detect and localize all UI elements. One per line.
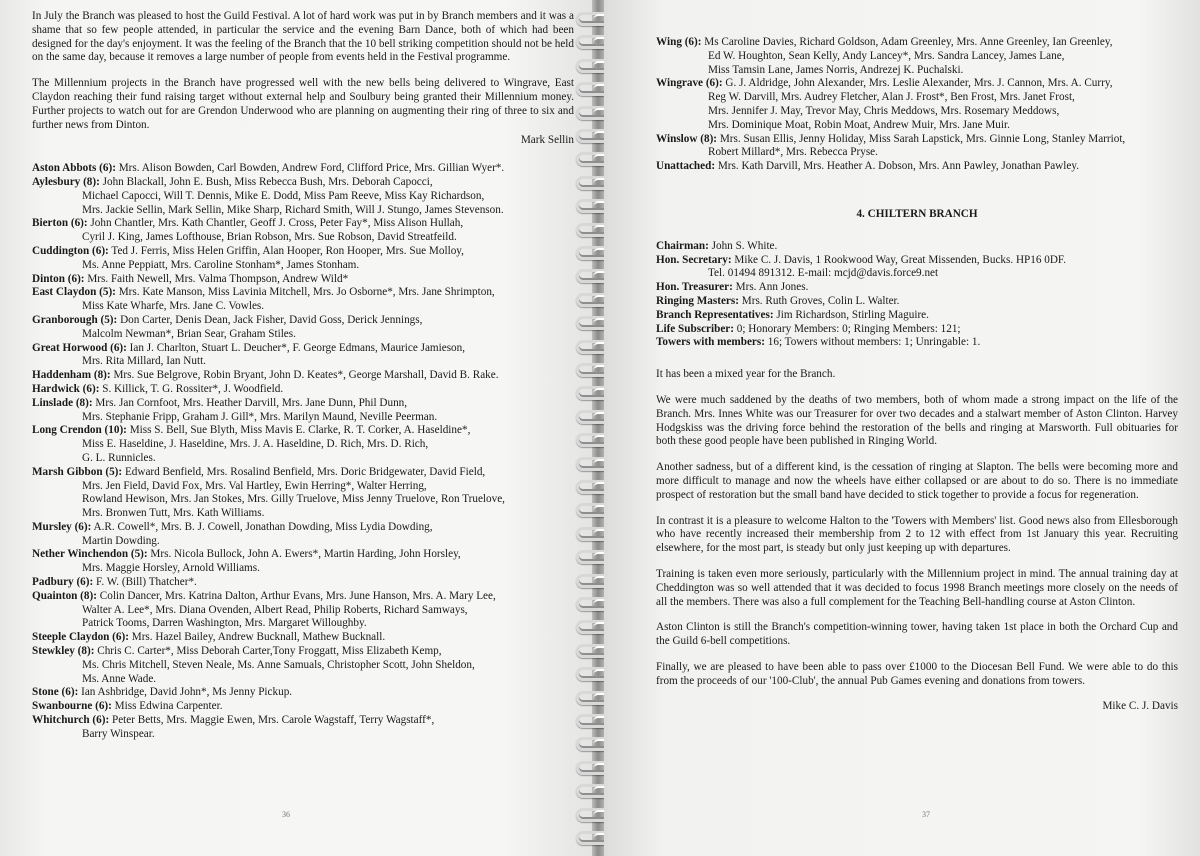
member-names: Martin Dowding.	[82, 534, 160, 547]
member-names: Colin Dancer, Mrs. Katrina Dalton, Arthur Evans, Mrs. June Hanson, Mrs. A. Mary Lee,	[99, 589, 496, 602]
tower-name: Mursley (6):	[32, 520, 92, 533]
member-names: Barry Winspear.	[82, 727, 155, 740]
tower-name: Wingrave (6):	[656, 77, 723, 90]
member-names: John Blackall, John E. Bush, Miss Rebecca Bush, Mrs. Deborah Capocci,	[102, 175, 433, 188]
officer-label: Hon. Treasurer:	[656, 281, 733, 294]
officer-contact: Tel. 01494 891312. E-mail: mcjd@davis.force9.net	[708, 267, 939, 280]
tower-name: Stewkley (8):	[32, 645, 95, 658]
tower-first-line	[32, 714, 574, 728]
tower-entry	[32, 686, 574, 700]
member-names: Ted J. Ferris, Miss Helen Griffin, Alan Hooper, Ron Hooper, Mrs. Sue Molloy,	[111, 244, 464, 257]
member-names: Mrs. Jen Field, David Fox, Mrs. Val Hartley, Ewin Herring*, Walter Herring,	[82, 479, 427, 492]
member-names: Ms. Anne Wade.	[82, 672, 157, 685]
tower-entry	[32, 714, 574, 742]
member-names: G. L. Runnicles.	[82, 451, 156, 464]
officer-label: Life Subscriber:	[656, 322, 734, 335]
tower-entry	[32, 383, 574, 397]
member-names: Peter Betts, Mrs. Maggie Ewen, Mrs. Carole Wagstaff, Terry Wagstaff*,	[111, 714, 435, 727]
member-names: Malcolm Newman*, Brian Sear, Graham Stiles.	[82, 327, 296, 340]
paragraph: Aston Clinton is still the Branch's competition-winning tower, having taken 1st place in both the Orchard Cup and the Guild 6-bell competitions.	[656, 621, 1178, 648]
tower-entry	[32, 176, 574, 217]
officer-label: Chairman:	[656, 239, 709, 252]
member-names: F. W. (Bill) Thatcher*.	[96, 576, 197, 589]
tower-name: Haddenham (8):	[32, 369, 111, 382]
tower-first-line	[32, 369, 574, 383]
officer-label: Towers with members:	[656, 336, 765, 349]
tower-name: Whitchurch (6):	[32, 714, 110, 727]
tower-entry	[32, 576, 574, 590]
tower-name: Stone (6):	[32, 686, 79, 699]
member-names: Mrs. Dominique Moat, Robin Moat, Andrew Muir, Mrs. Jane Muir.	[708, 118, 1010, 131]
member-names: Ian Ashbridge, David John*, Ms Jenny Pickup.	[81, 686, 293, 699]
officer-list	[656, 240, 1178, 350]
member-names: Rowland Hewison, Mrs. Jan Stokes, Mrs. Gilly Truelove, Miss Jenny Truelove, Ron Truelove,	[82, 493, 505, 506]
tower-name: Cuddington (6):	[32, 244, 109, 257]
page-number: 37	[922, 810, 930, 820]
page-number: 36	[282, 810, 290, 820]
tower-name: Bierton (6):	[32, 217, 88, 230]
tower-first-line	[32, 645, 574, 659]
member-names: Ian J. Charlton, Stuart L. Deucher*, F. George Edmans, Maurice Jamieson,	[129, 341, 466, 354]
tower-name: Aylesbury (8):	[32, 175, 100, 188]
tower-entry	[32, 217, 574, 245]
member-names: Don Carter, Denis Dean, Jack Fisher, David Goss, Derick Jennings,	[120, 313, 423, 326]
tower-name: Wing (6):	[656, 36, 702, 48]
tower-first-line	[32, 217, 574, 231]
tower-first-line	[32, 686, 574, 700]
tower-entry	[32, 162, 574, 176]
tower-first-line	[32, 176, 574, 190]
member-names: Mrs. Alison Bowden, Carl Bowden, Andrew Ford, Clifford Price, Mrs. Gillian Wyer*.	[118, 162, 505, 175]
member-names: Mrs. Sue Belgrove, Robin Bryant, John D. Keates*, George Marshall, David B. Rake.	[113, 369, 499, 382]
member-names: Ms. Chris Mitchell, Steven Neale, Ms. Anne Samuals, Christopher Scott, John Sheldon,	[82, 658, 475, 671]
tower-name: Long Crendon (10):	[32, 424, 127, 437]
member-names: Miss E. Haseldine, J. Haseldine, Mrs. J. A. Haseldine, D. Rich, Mrs. D. Rich,	[82, 438, 429, 451]
member-names: S. Killick, T. G. Rossiter*, J. Woodfield.	[102, 382, 284, 395]
member-names: Mrs. Susan Ellis, Jenny Holiday, Miss Sarah Lapstick, Mrs. Ginnie Long, Stanley Marriot,	[719, 132, 1126, 145]
tower-name: Linslade (8):	[32, 396, 93, 409]
tower-name: Winslow (8):	[656, 132, 718, 145]
member-names: Cyril J. King, James Lofthouse, Brian Robson, Mrs. Sue Robson, David Streatfeild.	[82, 231, 457, 244]
officer-row	[656, 295, 1178, 309]
officer-value: 0; Honorary Members: 0; Ringing Members: 121;	[736, 322, 961, 335]
officer-value: Mrs. Ann Jones.	[735, 281, 809, 294]
member-names: Mrs. Rita Millard, Ian Nutt.	[82, 355, 206, 368]
officer-value: John S. White.	[711, 239, 778, 252]
body-text	[656, 368, 1178, 688]
signature: Mike C. J. Davis	[1102, 700, 1178, 713]
officer-label: Branch Representatives:	[656, 308, 774, 321]
tower-name: Steeple Claydon (6):	[32, 631, 129, 644]
officer-label: Hon. Secretary:	[656, 253, 732, 266]
tower-first-line	[32, 273, 574, 287]
member-names: Miss Kate Wharfe, Mrs. Jane C. Vowles.	[82, 300, 265, 313]
member-names: Reg W. Darvill, Mrs. Audrey Fletcher, Alan J. Frost*, Ben Frost, Mrs. Janet Frost,	[708, 91, 1075, 104]
tower-name: Padbury (6):	[32, 576, 94, 589]
tower-list	[32, 162, 574, 741]
member-names: Robert Millard*, Mrs. Rebecca Pryse.	[708, 146, 878, 159]
tower-first-line	[32, 576, 574, 590]
tower-entry	[32, 314, 574, 342]
paragraph: The Millennium projects in the Branch have progressed well with the new bells being delivered to Wingrave, East Claydon reaching their fund raising target without external help and Soulbury being granted their Millennium money. Further projects to watch out for are Grendon Underwood who are planning on augmenting their ring of three to six and further news from Dinton.	[32, 77, 574, 131]
member-names: Miss S. Bell, Sue Blyth, Miss Mavis E. Clarke, R. T. Corker, A. Haseldine*,	[129, 424, 471, 437]
member-names: Chris C. Carter*, Miss Deborah Carter,Tony Froggatt, Miss Elizabeth Kemp,	[97, 645, 442, 658]
tower-name: Quainton (8):	[32, 589, 97, 602]
tower-name: Marsh Gibbon (5):	[32, 465, 123, 478]
tower-entry	[656, 36, 1178, 77]
tower-first-line	[32, 700, 574, 714]
tower-first-line	[32, 397, 574, 411]
tower-first-line	[32, 590, 574, 604]
tower-entry	[32, 700, 574, 714]
tower-entry	[32, 631, 574, 645]
officer-row	[656, 281, 1178, 295]
tower-name: East Claydon (5):	[32, 286, 116, 299]
member-names: Mrs. Jennifer J. May, Trevor May, Chris Meddows, Mrs. Rosemary Meddows,	[708, 104, 1060, 117]
member-names: Patrick Tooms, Darren Washington, Mrs. Margaret Willoughby.	[82, 617, 367, 630]
tower-first-line	[32, 631, 574, 645]
member-names: Mrs. Kate Manson, Miss Lavinia Mitchell, Mrs. Jo Osborne*, Mrs. Jane Shrimpton,	[118, 286, 495, 299]
paragraph: We were much saddened by the deaths of two members, both of whom made a strong impact on the life of the Branch. Mrs. Innes White was our Treasurer for over two decades and a stalwart member of Aston Clinton. Harvey Hodgskiss was the driving force behind the restoration of the bells and ringing at Marsworth. Full obituaries for both these good people have been published in Ringing World.	[656, 393, 1178, 448]
tower-entry	[32, 286, 574, 314]
officer-value: Mrs. Ruth Groves, Colin L. Walter.	[741, 294, 900, 307]
paragraph: In contrast it is a pleasure to welcome Halton to the 'Towers with Members' list. Good news also from Ellesborough who have recently increased their membership from 2 to 12 with effect from 1st January this year. Recruiting elsewhere, for the most part, is steady but only just keeping up with departures.	[656, 514, 1178, 555]
tower-name: Dinton (6):	[32, 272, 85, 285]
officer-row	[656, 323, 1178, 337]
paragraph: Finally, we are pleased to have been able to pass over £1000 to the Diocesan Bell Fund. We were able to do this from the proceeds of our '100-Club', the annual Pub Games evening and donations from towers.	[656, 660, 1178, 687]
tower-first-line	[656, 133, 1178, 147]
tower-entry	[32, 521, 574, 549]
officer-row	[656, 309, 1178, 323]
officer-value: 16; Towers without members: 1; Unringable: 1.	[767, 336, 981, 349]
officer-value: Mike C. J. Davis, 1 Rookwood Way, Great Missenden, Bucks. HP16 0DF.	[734, 253, 1067, 266]
tower-first-line	[656, 77, 1178, 91]
tower-entry	[32, 466, 574, 521]
paragraph: Another sadness, but of a different kind, is the cessation of ringing at Slapton. The bells were becoming more and more difficult to manage and now the wheels have either collapsed or are about to do so. There is no immediate prospect of restoration but the small band have decided to stick together to provide a focus for regeneration.	[656, 461, 1178, 501]
tower-first-line	[32, 424, 574, 438]
tower-first-line	[32, 548, 574, 562]
tower-name: Unattached:	[656, 160, 716, 173]
tower-first-line	[32, 521, 574, 535]
member-names: Mrs. Maggie Horsley, Arnold Williams.	[82, 562, 260, 575]
tower-entry	[32, 245, 574, 273]
member-names: Ms Caroline Davies, Richard Goldson, Adam Greenley, Mrs. Anne Greenley, Ian Greenley,	[704, 36, 1113, 48]
tower-first-line	[32, 342, 574, 356]
tower-entry	[32, 548, 574, 576]
member-names: Mrs. Bronwen Tutt, Mrs. Kath Williams.	[82, 507, 265, 520]
right-page	[604, 0, 1200, 856]
tower-name: Great Horwood (6):	[32, 341, 127, 354]
tower-entry	[656, 77, 1178, 132]
member-names: Mrs. Faith Newell, Mrs. Valma Thompson, Andrew Wild*	[87, 272, 349, 285]
officer-value: Jim Richardson, Stirling Maguire.	[776, 308, 929, 321]
member-names: A.R. Cowell*, Mrs. B. J. Cowell, Jonathan Dowding, Miss Lydia Dowding,	[93, 520, 433, 533]
tower-entry	[32, 424, 574, 465]
member-names: Mrs. Jackie Sellin, Mark Sellin, Mike Sharp, Richard Smith, Will J. Stungo, James Stevenson.	[82, 203, 504, 216]
paragraph: Training is taken even more seriously, particularly with the Millennium project in mind. The annual training day at Cheddington was so well attended that it was decided to focus 1998 Branch meetings more closely on the needs of all the members. There was also a full complement for the Teaching Bell-handling course at Aston Clinton.	[656, 567, 1178, 608]
tower-name: Aston Abbots (6):	[32, 162, 116, 175]
member-names: Michael Capocci, Will T. Dennis, Mike E. Dodd, Miss Pam Reeve, Miss Kay Richardson,	[82, 189, 485, 202]
member-names: Ed W. Houghton, Sean Kelly, Andy Lancey*, Mrs. Sandra Lancey, James Lane,	[708, 49, 1065, 62]
tower-entry	[656, 160, 1178, 174]
left-page	[0, 0, 592, 856]
member-names: Mrs. Jan Cornfoot, Mrs. Heather Darvill, Mrs. Jane Dunn, Phil Dunn,	[95, 396, 408, 409]
tower-first-line	[32, 286, 574, 300]
member-names: Edward Benfield, Mrs. Rosalind Benfield, Mrs. Doric Bridgewater, David Field,	[124, 465, 486, 478]
signature: Mark Sellin	[520, 134, 574, 147]
tower-first-line	[656, 160, 1178, 174]
tower-name: Granborough (5):	[32, 313, 118, 326]
tower-entry	[32, 645, 574, 686]
tower-name: Hardwick (6):	[32, 382, 100, 395]
member-names: Miss Edwina Carpenter.	[114, 700, 223, 713]
member-names: Ms. Anne Peppiatt, Mrs. Caroline Stonham*, James Stonham.	[82, 258, 360, 271]
officer-row	[656, 254, 1178, 282]
tower-entry	[32, 369, 574, 383]
officer-row	[656, 336, 1178, 350]
member-names: Mrs. Nicola Bullock, John A. Ewers*, Martin Harding, John Horsley,	[150, 548, 461, 561]
tower-entry	[656, 133, 1178, 161]
tower-first-line	[32, 162, 574, 176]
tower-entry	[32, 397, 574, 425]
tower-first-line	[32, 245, 574, 259]
tower-entry	[32, 273, 574, 287]
member-names: Walter A. Lee*, Mrs. Diana Ovenden, Albert Read, Philip Roberts, Richard Samways,	[82, 603, 468, 616]
member-names: G. J. Aldridge, John Alexander, Mrs. Leslie Alexander, Mrs. J. Cannon, Mrs. A. Curry,	[725, 77, 1113, 90]
tower-name: Swanbourne (6):	[32, 700, 112, 713]
member-names: John Chantler, Mrs. Kath Chantler, Geoff J. Cross, Peter Fay*, Miss Alison Hullah,	[90, 217, 464, 230]
officer-label: Ringing Masters:	[656, 294, 739, 307]
member-names: Miss Tamsin Lane, James Norris, Andrezej K. Puchalski.	[708, 63, 964, 76]
tower-entry	[32, 590, 574, 631]
tower-first-line	[32, 383, 574, 397]
paragraph: It has been a mixed year for the Branch.	[656, 368, 836, 381]
section-heading: 4. CHILTERN BRANCH	[856, 207, 978, 220]
member-names: Mrs. Stephanie Fripp, Graham J. Gill*, Mrs. Marilyn Maund, Neville Peerman.	[82, 410, 438, 423]
officer-row	[656, 240, 1178, 254]
member-names: Mrs. Kath Darvill, Mrs. Heather A. Dobson, Mrs. Ann Pawley, Jonathan Pawley.	[717, 160, 1080, 173]
tower-first-line	[32, 314, 574, 328]
tower-first-line	[32, 466, 574, 480]
paragraph: In July the Branch was pleased to host the Guild Festival. A lot of hard work was put in by Branch members and it was a shame that so few people attended, in particular the service and the evening Barn Dance, both of which had been designed for the day's enjoyment. It was the feeling of the Branch that the 10 bell striking competition should not be held on the same day, because it removes a large number of people from events held in the Festival programme.	[32, 10, 574, 64]
member-names: Mrs. Hazel Bailey, Andrew Bucknall, Mathew Bucknall.	[131, 631, 386, 644]
tower-first-line	[656, 36, 1178, 50]
tower-list	[656, 36, 1178, 174]
tower-entry	[32, 342, 574, 370]
tower-name: Nether Winchendon (5):	[32, 548, 148, 561]
